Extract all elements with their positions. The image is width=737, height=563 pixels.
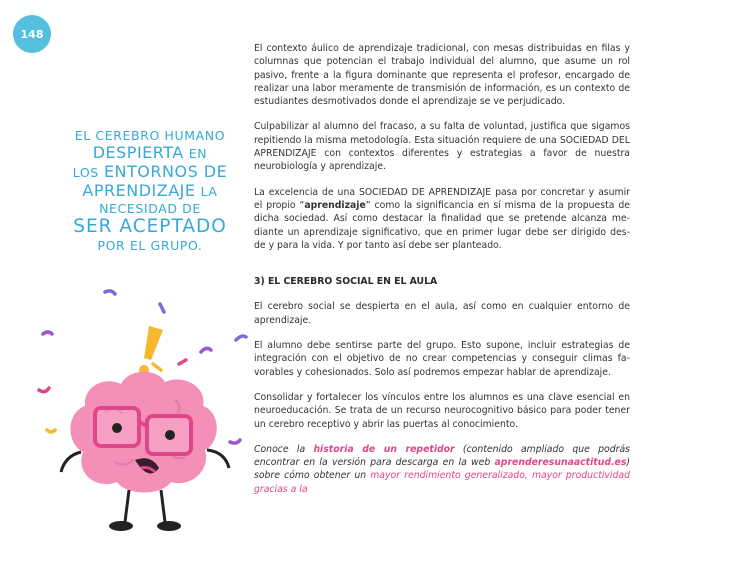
quote-line: EL CEREBRO HUMANO xyxy=(74,128,226,143)
paragraph: La excelencia de una SOCIEDAD DE APRENDIZAJE pasa por concretar y asumir el propio “aprendizaje” como la significancia en sí misma de la propuesta de dicha sociedad. Así como destacar la finalidad que se pretende alcanza me- diante un aprendizaje significativo, que en primer lugar debe ser dirigido des- de y para la vida. Y por tanto así debe ser planteado. xyxy=(254,186,630,251)
brain-icon xyxy=(61,372,229,531)
section-heading: 3) EL CEREBRO SOCIAL EN EL AULA xyxy=(254,276,438,288)
quote-line: LOS ENTORNOS DE xyxy=(72,162,228,182)
pull-quote xyxy=(45,128,255,253)
paragraph: Conoce la historia de un repetidor (contenido ampliado que podrás encontrar en la versión para descarga en la web aprenderesunaactitud.es) sobre cómo obtener un mayor rendimiento generalizado, mayor productividad gracias a la xyxy=(254,443,631,495)
quote-line: POR EL GRUPO. xyxy=(97,237,203,253)
quote-line: APRENDIZAJE LA xyxy=(82,181,218,201)
brain-illustration xyxy=(25,282,250,552)
paragraph: Consolidar y fortalecer los vínculos entre los alumnos es una clave esencial en neuroeducación. Se trata de un recurso neurocognitivo básico para poder tener un cerebro receptivo y abrir las puertas al conocimiento. xyxy=(254,391,630,430)
paragraph: El alumno debe sentirse parte del grupo. Esto supone, incluir estrategias de integración con el objetivo de no crear competencias y conseguir climas fa- vorables y cohesionados. Solo así podremos empezar hablar de aprendizaje. xyxy=(254,340,630,378)
body-text xyxy=(254,42,630,508)
quote-line: DESPIERTA EN xyxy=(92,143,208,162)
highlight-text: mayor rendimiento generalizado, mayor productividad gracias a la xyxy=(254,470,631,495)
paragraph: El contexto áulico de aprendizaje tradicional, con mesas distribuidas en filas y columnas que potencian el trabajo individual del alumno, que asume un rol pasivo, frente a la figura dominante que representa el profesor, encargado de realizar una labor meramente de transmisión de información, es un contexto de estudiantes desmotivados donde el aprendizaje se ve perjudicado. xyxy=(254,43,630,108)
paragraph: El cerebro social se despierta en el aula, así como en cualquier entorno de aprendizaje. xyxy=(254,301,630,326)
link-repetidor[interactable]: historia de un repetidor xyxy=(313,443,455,455)
quote-line: SER ACEPTADO xyxy=(73,215,227,237)
paragraph: Culpabilizar al alumno del fracaso, a su falta de voluntad, justifica que sigamos repitiendo la misma metodología. Esta situación requiere de una SOCIEDAD DEL APRENDIZAJE con contextos diferentes y estrategias a favor de nuestra neurobiología y aprendizaje. xyxy=(254,121,630,173)
quote-line: NECESIDAD DE xyxy=(99,200,201,216)
link-website[interactable]: aprenderesunaactitud.es xyxy=(494,457,627,469)
page-number-badge: 148 xyxy=(13,15,51,53)
